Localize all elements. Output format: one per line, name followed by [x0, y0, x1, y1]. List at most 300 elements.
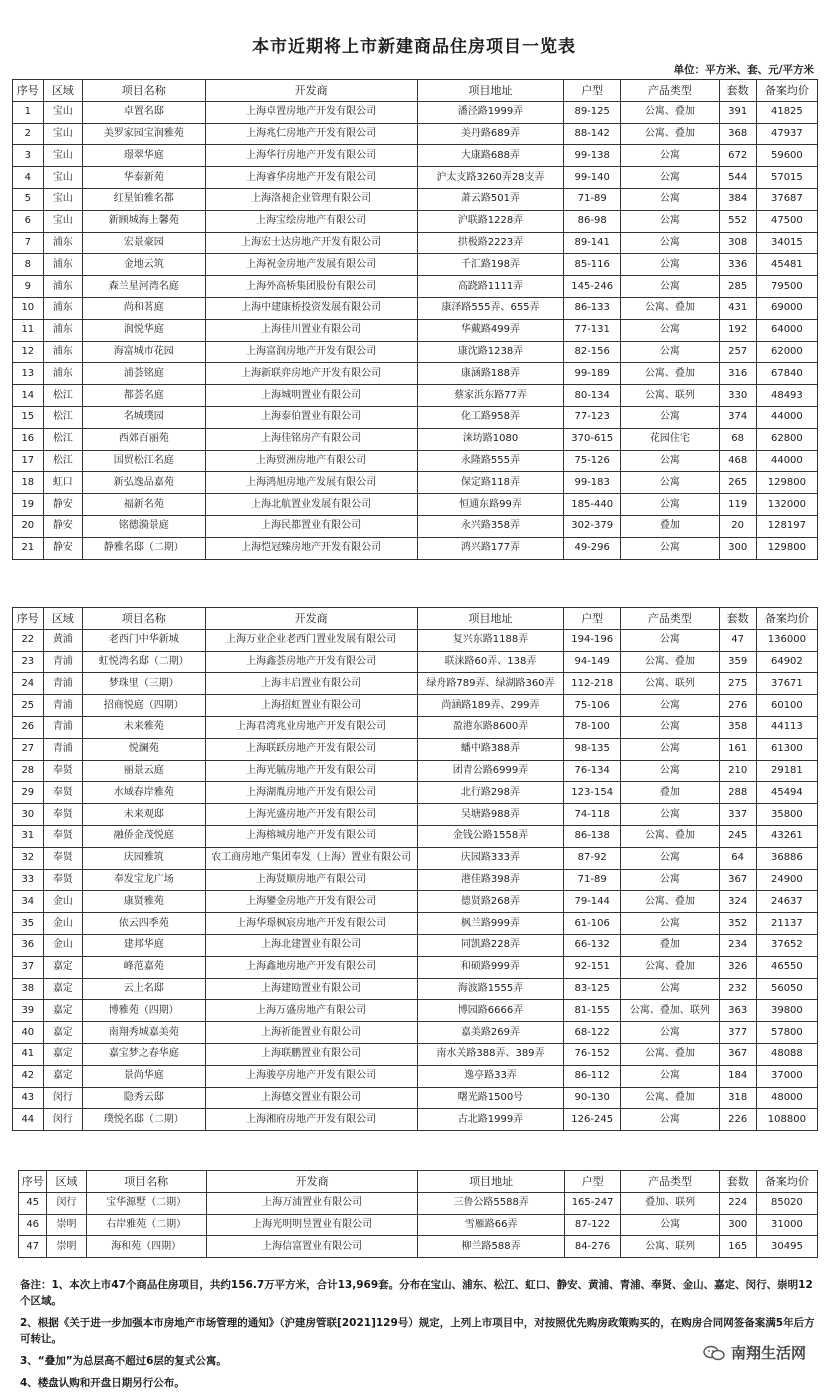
table-cell: 美罗家园宝润雅苑 [83, 123, 206, 145]
table-cell: 上海泰伯置业有限公司 [205, 406, 417, 428]
table-cell: 3 [13, 145, 44, 167]
table-cell: 公寓 [621, 1022, 719, 1044]
table-cell: 302-379 [564, 515, 621, 537]
table-cell: 康沈路1238弄 [417, 341, 564, 363]
table-cell: 67840 [756, 363, 817, 385]
table-cell: 14 [13, 385, 44, 407]
table-row [13, 1000, 818, 1022]
header-cell: 套数 [719, 80, 756, 102]
table-cell: 71-89 [564, 188, 621, 210]
table-cell: 拱极路2223弄 [417, 232, 564, 254]
table-cell: 奉贤 [43, 825, 82, 847]
table-cell: 松江 [43, 385, 82, 407]
table-cell: 285 [719, 276, 756, 298]
table-row [13, 804, 818, 826]
table-cell: 叠加 [621, 782, 719, 804]
table-cell: 上海光明明昱置业有限公司 [206, 1214, 418, 1236]
table-cell: 名城璞园 [83, 406, 206, 428]
table-cell: 359 [719, 651, 756, 673]
table-cell: 上海宝绘房地产有限公司 [205, 210, 417, 232]
table-cell: 庆园雅筑 [83, 847, 206, 869]
table-row [13, 385, 818, 407]
table-cell: 上海兆仁房地产开发有限公司 [205, 123, 417, 145]
table-cell: 尚涵路189弄、299弄 [417, 695, 564, 717]
table-cell: 公寓 [621, 254, 719, 276]
table-cell: 嘉定 [43, 956, 82, 978]
table-cell: 16 [13, 428, 44, 450]
table-cell: 上海恺冠臻房地产开发有限公司 [205, 537, 417, 559]
table-cell: 672 [719, 145, 756, 167]
table-cell: 公寓 [621, 913, 719, 935]
header-cell: 产品类型 [621, 80, 719, 102]
table-cell: 81-155 [564, 1000, 621, 1022]
table-cell: 上海富润房地产开发有限公司 [205, 341, 417, 363]
table-row [13, 782, 818, 804]
note-1: 备注：1、本次上市47个商品住房项目，共约156.7万平方米，合计13,969套。分布在宝山、浦东、松江、虹口、静安、黄浦、青浦、奉贤、金山、嘉定、闵行、崇明12个区域。 [20, 1279, 813, 1307]
table-cell: 宝山 [43, 123, 82, 145]
header-cell: 项目地址 [418, 1171, 564, 1193]
table-cell: 39800 [756, 1000, 817, 1022]
table-cell: 嘉宝梦之春华庭 [83, 1043, 206, 1065]
table-cell: 36 [13, 934, 44, 956]
note-4: 4、楼盘认购和开盘日期另行公布。 [20, 1377, 185, 1389]
table-cell: 192 [719, 319, 756, 341]
header-cell: 开发商 [206, 1171, 418, 1193]
table-cell: 57800 [756, 1022, 817, 1044]
table-cell: 57015 [756, 167, 817, 189]
table-row [13, 847, 818, 869]
table-cell: 奉贤 [43, 869, 82, 891]
table-cell: 美丹路689弄 [417, 123, 564, 145]
table-cell: 上海贤顺房地产有限公司 [205, 869, 417, 891]
table-cell: 尚和茗庭 [83, 297, 206, 319]
table-cell: 226 [719, 1109, 756, 1131]
table-cell: 64000 [756, 319, 817, 341]
table-cell: 99-189 [564, 363, 621, 385]
table-cell: 上海祝金房地产发展有限公司 [205, 254, 417, 276]
table-cell: 44 [13, 1109, 44, 1131]
table-cell: 13 [13, 363, 44, 385]
table-cell: 64902 [756, 651, 817, 673]
header-cell: 项目名称 [86, 1171, 206, 1193]
table-cell: 未来观邸 [83, 804, 206, 826]
table-row [13, 978, 818, 1000]
table-cell: 公寓 [621, 847, 719, 869]
table-cell: 公寓 [621, 1109, 719, 1131]
table-cell: 闵行 [43, 1109, 82, 1131]
table-cell: 145-246 [564, 276, 621, 298]
table-cell: 公寓 [621, 145, 719, 167]
table-cell: 6 [13, 210, 44, 232]
table-cell: 99-183 [564, 472, 621, 494]
table-cell: 福新名苑 [83, 494, 206, 516]
header-cell: 序号 [19, 1171, 47, 1193]
table-cell: 12 [13, 341, 44, 363]
table-cell: 77-131 [564, 319, 621, 341]
table-cell: 75-106 [564, 695, 621, 717]
table-cell: 静安 [43, 537, 82, 559]
table-cell: 44113 [756, 716, 817, 738]
table-cell: 宝华源墅（二期） [86, 1192, 206, 1214]
table-cell: 27 [13, 738, 44, 760]
table-row [13, 760, 818, 782]
table-cell: 47937 [756, 123, 817, 145]
table-cell: 7 [13, 232, 44, 254]
table-cell: 公寓、叠加 [621, 363, 719, 385]
table-cell: 23 [13, 651, 44, 673]
table-row [13, 254, 818, 276]
table-cell: 184 [719, 1065, 756, 1087]
table-cell: 建邦华庭 [83, 934, 206, 956]
table-cell: 卓置名邸 [83, 101, 206, 123]
table-row [13, 101, 818, 123]
table-cell: 上海洛昶企业管理有限公司 [205, 188, 417, 210]
table-row [13, 1087, 818, 1109]
table-cell: 132000 [756, 494, 817, 516]
table-cell: 公寓 [621, 341, 719, 363]
table-cell: 梦珠里（三期） [83, 673, 206, 695]
table-cell: 265 [719, 472, 756, 494]
table-row [13, 629, 818, 651]
table-cell: 静安 [43, 494, 82, 516]
table-row [13, 494, 818, 516]
table-cell: 224 [719, 1192, 756, 1214]
table-cell: 45481 [756, 254, 817, 276]
table-cell: 22 [13, 629, 44, 651]
table-cell: 29181 [756, 760, 817, 782]
table-cell: 国贸松江名庭 [83, 450, 206, 472]
watermark-text: 南翔生活网 [730, 1344, 806, 1362]
table-cell: 68-122 [564, 1022, 621, 1044]
table-cell: 金山 [43, 934, 82, 956]
table-cell: 59600 [756, 145, 817, 167]
header-cell: 区域 [43, 80, 82, 102]
table-cell: 48088 [756, 1043, 817, 1065]
table-cell: 257 [719, 341, 756, 363]
table-cell: 金山 [43, 891, 82, 913]
project-table-3 [18, 1170, 818, 1258]
table-cell: 嘉定 [43, 1065, 82, 1087]
table-cell: 博园路6666弄 [417, 1000, 564, 1022]
table-cell: 虹口 [43, 472, 82, 494]
table-cell: 上海光毓房地产开发有限公司 [205, 760, 417, 782]
table-cell: 涞坊路1080 [417, 428, 564, 450]
table-cell: 嘉定 [43, 1000, 82, 1022]
table-cell: 40 [13, 1022, 44, 1044]
table-cell: 87-122 [564, 1214, 621, 1236]
table-row [13, 341, 818, 363]
table-cell: 384 [719, 188, 756, 210]
table-cell: 浦东 [43, 363, 82, 385]
table-cell: 复兴东路1188弄 [417, 629, 564, 651]
table-cell: 75-126 [564, 450, 621, 472]
table-cell: 千汇路198弄 [417, 254, 564, 276]
table-cell: 虹悦湾名邸（二期） [83, 651, 206, 673]
table-cell: 90-130 [564, 1087, 621, 1109]
table-cell: 28 [13, 760, 44, 782]
table-cell: 43261 [756, 825, 817, 847]
table-cell: 浦东 [43, 341, 82, 363]
table-cell: 公寓、叠加 [621, 891, 719, 913]
table-cell: 都荟名庭 [83, 385, 206, 407]
table-row [13, 1022, 818, 1044]
table-cell: 蟠中路388弄 [417, 738, 564, 760]
table-cell: 上海佳川置业有限公司 [205, 319, 417, 341]
table-cell: 嘉定 [43, 1043, 82, 1065]
table-cell: 308 [719, 232, 756, 254]
table-cell: 86-138 [564, 825, 621, 847]
table-cell: 华泰新苑 [83, 167, 206, 189]
table-cell: 1 [13, 101, 44, 123]
table-cell: 松江 [43, 406, 82, 428]
project-table-2 [12, 607, 818, 1131]
table-cell: 上海民都置业有限公司 [205, 515, 417, 537]
table-row [13, 825, 818, 847]
table-cell: 544 [719, 167, 756, 189]
table-cell: 公寓 [621, 716, 719, 738]
table-cell: 245 [719, 825, 756, 847]
table-cell: 森兰星河湾名庭 [83, 276, 206, 298]
table-cell: 88-142 [564, 123, 621, 145]
table-cell: 77-123 [564, 406, 621, 428]
table-cell: 高跷路1111弄 [417, 276, 564, 298]
table-cell: 公寓 [621, 232, 719, 254]
table-row [19, 1214, 818, 1236]
table-cell: 嘉定 [43, 978, 82, 1000]
table-cell: 恒通东路99弄 [417, 494, 564, 516]
table-cell: 上海祈能置业有限公司 [205, 1022, 417, 1044]
table-cell: 静安 [43, 515, 82, 537]
table-cell: 26 [13, 716, 44, 738]
table-cell: 38 [13, 978, 44, 1000]
table-cell: 21 [13, 537, 44, 559]
table-cell: 136000 [756, 629, 817, 651]
table-row [13, 450, 818, 472]
table-cell: 552 [719, 210, 756, 232]
table-cell: 391 [719, 101, 756, 123]
table-cell: 33 [13, 869, 44, 891]
header-cell: 序号 [13, 80, 44, 102]
table-cell: 盈港东路8600弄 [417, 716, 564, 738]
table-cell: 165 [719, 1236, 756, 1258]
table-cell: 61300 [756, 738, 817, 760]
table-cell: 崇明 [47, 1214, 86, 1236]
table-cell: 公寓、联列 [621, 385, 719, 407]
table-cell: 公寓 [621, 210, 719, 232]
table-cell: 上海新联弈房地产开发有限公司 [205, 363, 417, 385]
header-cell: 备案均价 [756, 1171, 817, 1193]
table-cell: 璞悦名邸（二期） [83, 1109, 206, 1131]
table-row [13, 913, 818, 935]
header-cell: 套数 [719, 608, 756, 630]
table-cell: 上海信富置业有限公司 [206, 1236, 418, 1258]
table-cell: 南翔秀城嘉美苑 [83, 1022, 206, 1044]
table-row [13, 210, 818, 232]
table-cell: 闵行 [47, 1192, 86, 1214]
table-row [13, 232, 818, 254]
table-cell: 288 [719, 782, 756, 804]
table-cell: 公寓、叠加 [621, 651, 719, 673]
table-cell: 468 [719, 450, 756, 472]
table-cell: 联涞路60弄、138弄 [417, 651, 564, 673]
table-cell: 上海宏士达房地产开发有限公司 [205, 232, 417, 254]
table-cell: 34 [13, 891, 44, 913]
table-cell: 上海北建置业有限公司 [205, 934, 417, 956]
table-cell: 44000 [756, 406, 817, 428]
table-cell: 浦东 [43, 319, 82, 341]
table-cell: 29 [13, 782, 44, 804]
table-row [13, 651, 818, 673]
table-cell: 61-106 [564, 913, 621, 935]
table-cell: 老西门中华新城 [83, 629, 206, 651]
table-cell: 41825 [756, 101, 817, 123]
table-cell: 324 [719, 891, 756, 913]
table-cell: 三鲁公路5588弄 [418, 1192, 564, 1214]
table-cell: 45494 [756, 782, 817, 804]
table-row [13, 472, 818, 494]
table-cell: 上海招虹置业有限公司 [205, 695, 417, 717]
table-cell: 37652 [756, 934, 817, 956]
table-cell: 337 [719, 804, 756, 826]
table-cell: 康涵路188弄 [417, 363, 564, 385]
table-cell: 79500 [756, 276, 817, 298]
table-cell: 43 [13, 1087, 44, 1109]
table-cell: 南水关路388弄、389弄 [417, 1043, 564, 1065]
table-cell: 公寓 [621, 804, 719, 826]
page-title: 本市近期将上市新建商品住房项目一览表 [252, 37, 576, 57]
table-cell: 宝山 [43, 145, 82, 167]
table-row [13, 406, 818, 428]
table-cell: 丽景云庭 [83, 760, 206, 782]
table-cell: 上海中建康桥投资发展有限公司 [205, 297, 417, 319]
table-cell: 润悦华庭 [83, 319, 206, 341]
header-cell: 户型 [564, 80, 621, 102]
table-row [13, 1043, 818, 1065]
table-cell: 雪雁路66弄 [418, 1214, 564, 1236]
table-row [19, 1236, 818, 1258]
table-cell: 公寓、联列 [621, 1236, 719, 1258]
table-cell: 嘉美路269弄 [417, 1022, 564, 1044]
table-cell: 闵行 [43, 1087, 82, 1109]
table-cell: 上海鑾金房地产开发有限公司 [205, 891, 417, 913]
table-cell: 公寓 [621, 188, 719, 210]
table-cell: 92-151 [564, 956, 621, 978]
table-cell: 宏景豪园 [83, 232, 206, 254]
table-cell: 峰范嘉苑 [83, 956, 206, 978]
table-cell: 上海卓置房地产开发有限公司 [205, 101, 417, 123]
table-cell: 300 [719, 537, 756, 559]
header-cell: 项目名称 [83, 80, 206, 102]
table-cell: 86-98 [564, 210, 621, 232]
table-cell: 右岸雅苑（二期） [86, 1214, 206, 1236]
table-cell: 60100 [756, 695, 817, 717]
table-cell: 萧云路501弄 [417, 188, 564, 210]
table-cell: 352 [719, 913, 756, 935]
header-cell: 产品类型 [621, 608, 719, 630]
table-cell: 44000 [756, 450, 817, 472]
table-cell: 84-276 [564, 1236, 621, 1258]
table-cell: 上海建劻置业有限公司 [205, 978, 417, 1000]
table-cell: 港佳路398弄 [417, 869, 564, 891]
table-cell: 330 [719, 385, 756, 407]
table-cell: 326 [719, 956, 756, 978]
table-cell: 85020 [756, 1192, 817, 1214]
table-cell: 89-125 [564, 101, 621, 123]
table-row [13, 1065, 818, 1087]
table-cell: 37671 [756, 673, 817, 695]
table-cell: 316 [719, 363, 756, 385]
table-cell: 21137 [756, 913, 817, 935]
table-cell: 上海北航置业发展有限公司 [205, 494, 417, 516]
table-cell: 165-247 [564, 1192, 621, 1214]
table-cell: 2 [13, 123, 44, 145]
table-cell: 松江 [43, 428, 82, 450]
table-cell: 17 [13, 450, 44, 472]
table-row [13, 537, 818, 559]
header-cell: 户型 [564, 608, 621, 630]
table-cell: 275 [719, 673, 756, 695]
table-cell: 叠加 [621, 934, 719, 956]
table-cell: 公寓 [621, 406, 719, 428]
table-cell: 公寓 [621, 472, 719, 494]
table-cell: 31 [13, 825, 44, 847]
table-cell: 35 [13, 913, 44, 935]
table-cell: 79-144 [564, 891, 621, 913]
table-cell: 431 [719, 297, 756, 319]
table-cell: 112-218 [564, 673, 621, 695]
table-cell: 静雅名邸（二期） [83, 537, 206, 559]
table-cell: 上海华行房地产开发有限公司 [205, 145, 417, 167]
table-cell: 8 [13, 254, 44, 276]
table-cell: 86-133 [564, 297, 621, 319]
table-cell: 红星铂雅名都 [83, 188, 206, 210]
table-cell: 花园住宅 [621, 428, 719, 450]
table-cell: 曙光路1500号 [417, 1087, 564, 1109]
table-cell: 276 [719, 695, 756, 717]
table-cell: 47 [19, 1236, 47, 1258]
table-cell: 15 [13, 406, 44, 428]
table-cell: 璟翠华庭 [83, 145, 206, 167]
table-cell: 80-134 [564, 385, 621, 407]
table-row [13, 956, 818, 978]
table-cell: 新弘逸品嘉苑 [83, 472, 206, 494]
table-cell: 大康路688弄 [417, 145, 564, 167]
table-cell: 沪联路1228弄 [417, 210, 564, 232]
table-cell: 94-149 [564, 651, 621, 673]
table-cell: 浦东 [43, 297, 82, 319]
table-cell: 74-118 [564, 804, 621, 826]
table-cell: 农工商房地产集团奉发（上海）置业有限公司 [205, 847, 417, 869]
table-cell: 保定路118弄 [417, 472, 564, 494]
table-cell: 37687 [756, 188, 817, 210]
table-cell: 上海华璟枫宸房地产开发有限公司 [205, 913, 417, 935]
table-cell: 青浦 [43, 651, 82, 673]
table-cell: 海和苑（四期） [86, 1236, 206, 1258]
table-cell: 奉发宝龙广场 [83, 869, 206, 891]
table-cell: 232 [719, 978, 756, 1000]
table-cell: 62000 [756, 341, 817, 363]
table-cell: 吴塘路988弄 [417, 804, 564, 826]
table-row [13, 673, 818, 695]
table-cell: 金钱公路1558弄 [417, 825, 564, 847]
table-cell: 奉贤 [43, 804, 82, 826]
table-cell: 公寓 [621, 760, 719, 782]
table-cell: 82-156 [564, 341, 621, 363]
table-cell: 62800 [756, 428, 817, 450]
table-cell: 上海万业企业老西门置业发展有限公司 [205, 629, 417, 651]
table-row [13, 276, 818, 298]
header-cell: 产品类型 [621, 1171, 719, 1193]
